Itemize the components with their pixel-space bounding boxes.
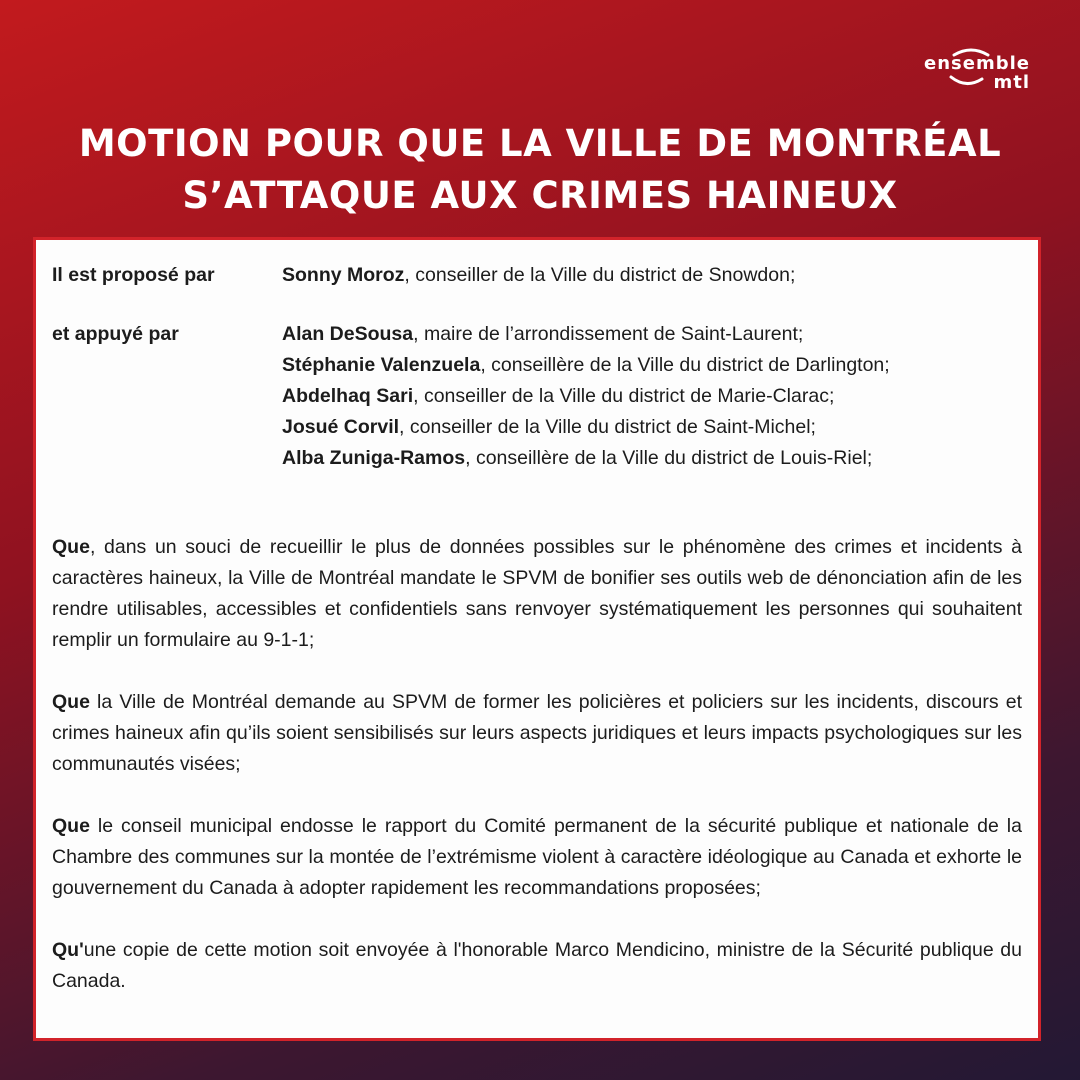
clause-text: le conseil municipal endosse le rapport du Comité permanent de la sécurité publique et nationale de la Chambre des communes sur la montée de l’extrémisme violent à caractère idéologique au Canada et exhorte le gouvernement du Canada à adopter rapidement les recommandations proposées; bbox=[52, 815, 1022, 899]
clause-lead: Que bbox=[52, 691, 90, 713]
seconder-role: , conseiller de la Ville du district de Marie-Clarac; bbox=[413, 385, 835, 407]
ensemble-mtl-logo bbox=[910, 44, 1030, 94]
seconders-list bbox=[282, 319, 1022, 474]
seconder-name: Abdelhaq Sari bbox=[282, 385, 414, 407]
seconded-by-row bbox=[52, 319, 1022, 474]
seconder-name: Alba Zuniga-Ramos bbox=[282, 447, 466, 469]
logo-word-mtl: mtl bbox=[993, 72, 1030, 93]
proposer-role: , conseiller de la Ville du district de Snowdon; bbox=[404, 264, 796, 286]
seconder-item bbox=[282, 412, 1022, 443]
seconder-name: Stéphanie Valenzuela bbox=[282, 354, 481, 376]
seconded-by-label: et appuyé par bbox=[52, 323, 179, 345]
proposed-by-content bbox=[282, 260, 1022, 291]
seconder-item bbox=[282, 350, 1022, 381]
clause-lead: Qu' bbox=[52, 939, 84, 961]
seconder-role: , maire de l’arrondissement de Saint-Laurent; bbox=[413, 323, 804, 345]
motion-clause bbox=[52, 935, 1022, 997]
motion-clause bbox=[52, 532, 1022, 656]
proposer-name: Sonny Moroz bbox=[282, 264, 405, 286]
proposed-by-row bbox=[52, 260, 1022, 291]
clause-text: , dans un souci de recueillir le plus de données possibles sur le phénomène des crimes et incidents à caractères haineux, la Ville de Montréal mandate le SPVM de bonifier ses outils web de dénonciation afin de les rendre utilisables, accessibles et confidentiels sans renvoyer systématiquement les personnes qui souhaitent remplir un formulaire au 9-1-1; bbox=[52, 536, 1022, 651]
motion-clause bbox=[52, 811, 1022, 904]
seconder-role: , conseillère de la Ville du district de Darlington; bbox=[480, 354, 890, 376]
seconder-item bbox=[282, 381, 1022, 412]
title-line-1: MOTION POUR QUE LA VILLE DE MONTRÉAL bbox=[78, 122, 1002, 165]
clause-text: la Ville de Montréal demande au SPVM de former les policières et policiers sur les incidents, discours et crimes haineux afin qu’ils soient sensibilisés sur leurs aspects juridiques et leurs impacts psychologiques sur les communautés visées; bbox=[52, 691, 1022, 775]
motion-clause bbox=[52, 687, 1022, 780]
page-title bbox=[0, 118, 1080, 222]
seconder-name: Josué Corvil bbox=[282, 416, 400, 438]
clause-lead: Que bbox=[52, 815, 90, 837]
seconder-item bbox=[282, 319, 1022, 350]
seconder-role: , conseiller de la Ville du district de Saint-Michel; bbox=[399, 416, 816, 438]
motion-document bbox=[33, 237, 1041, 1041]
seconder-name: Alan DeSousa bbox=[282, 323, 414, 345]
title-line-2: S’ATTAQUE AUX CRIMES HAINEUX bbox=[182, 174, 898, 217]
clause-lead: Que bbox=[52, 536, 90, 558]
logo-arc-bottom-icon bbox=[948, 71, 988, 91]
seconder-item bbox=[282, 443, 1022, 474]
proposed-by-label: Il est proposé par bbox=[52, 264, 215, 286]
seconder-role: , conseillère de la Ville du district de Louis-Riel; bbox=[465, 447, 873, 469]
clause-text: une copie de cette motion soit envoyée à l'honorable Marco Mendicino, ministre de la Sécurité publique du Canada. bbox=[52, 939, 1022, 992]
logo-word-ensemble: ensemble bbox=[924, 53, 1030, 74]
